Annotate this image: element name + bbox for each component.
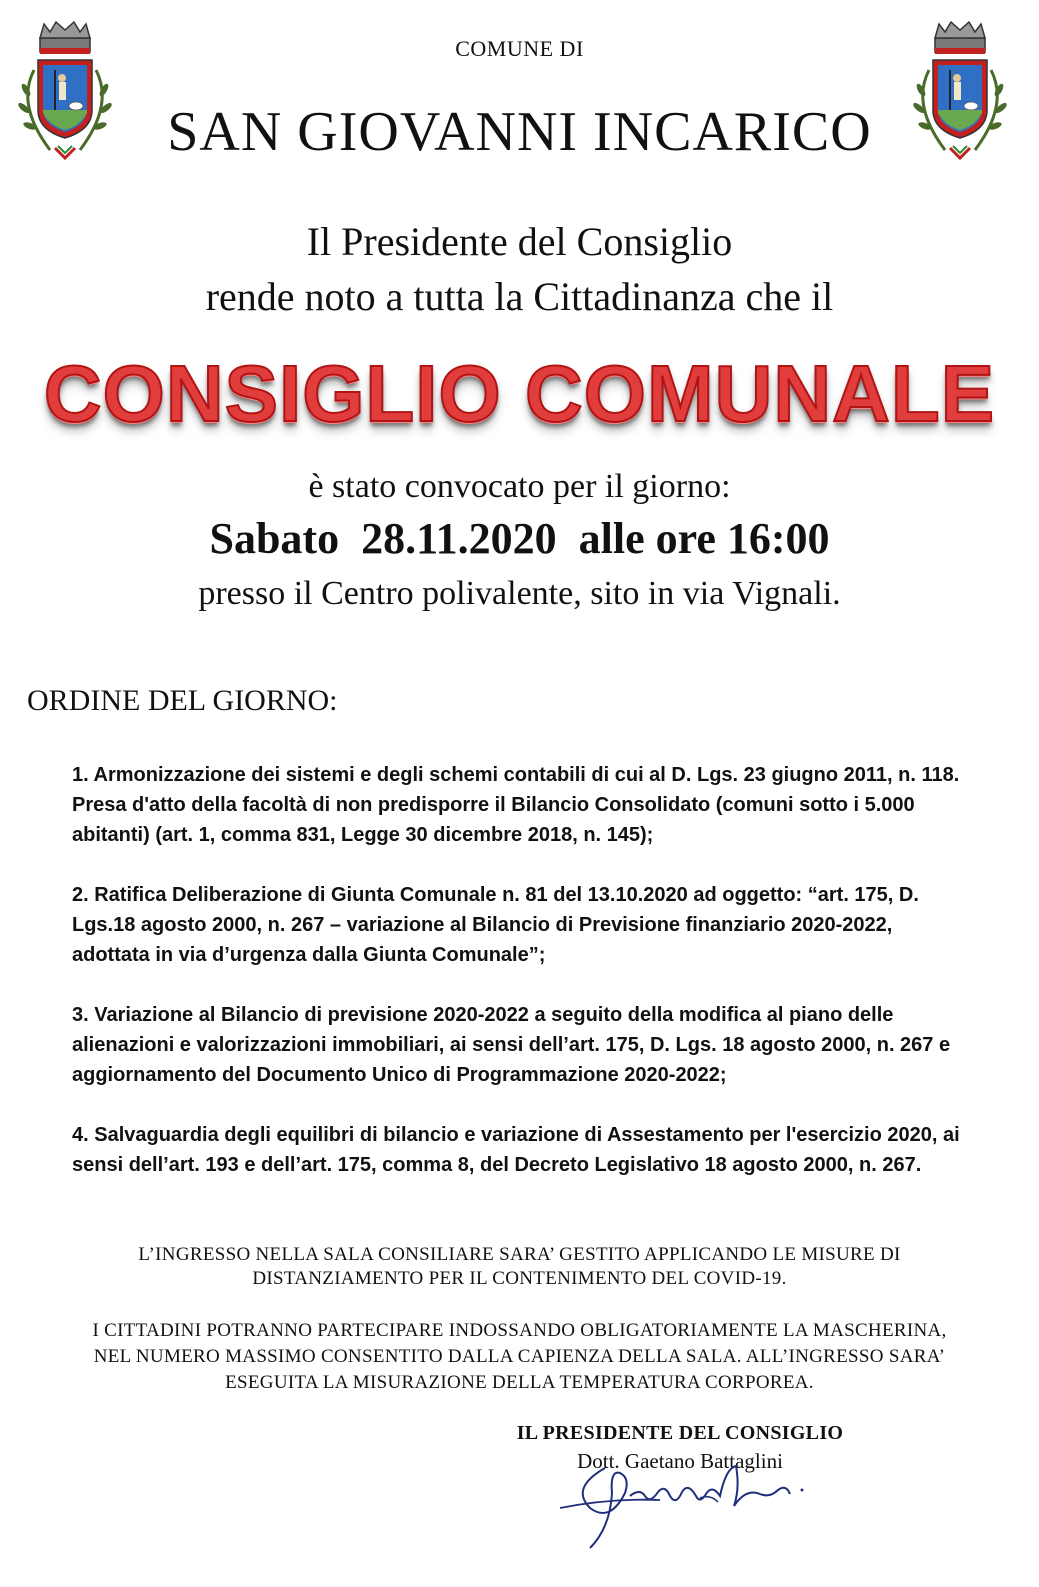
signatory-name: Dott. Gaetano Battaglini <box>577 1449 783 1473</box>
announcement-line-2: rende noto a tutta la Cittadinanza che il <box>205 274 834 319</box>
agenda-item-4: 4. Salvaguardia degli equilibri di bilancio e variazione di Assestamento per l'esercizio 2020, ai sensi dell’art. 193 e dell’art. 175, comma 8, del Decreto Legislativo 18 agosto 2000, n. 267. <box>72 1124 960 1176</box>
agenda-heading: ORDINE DEL GIORNO: <box>27 684 338 717</box>
covid-note-line-5: ESEGUITA LA MISURAZIONE DELLA TEMPERATURA CORPOREA. <box>225 1372 814 1393</box>
covid-note-entry <box>0 1243 1039 1291</box>
covid-note-line-3: I CITTADINI POTRANNO PARTECIPARE INDOSSANDO OBLIGATORIAMENTE LA MASCHERINA, <box>92 1320 947 1341</box>
covid-note-line-1: L’INGRESSO NELLA SALA CONSILIARE SARA’ GESTITO APPLICANDO LE MISURE DI <box>138 1244 901 1265</box>
covid-note-line-4: NEL NUMERO MASSIMO CONSENTITO DALLA CAPIENZA DELLA SALA. ALL’INGRESSO SARA’ <box>93 1346 946 1367</box>
agenda-item-2: 2. Ratifica Deliberazione di Giunta Comunale n. 81 del 13.10.2020 ad oggetto: “art. 175, D. Lgs.18 agosto 2000, n. 267 – variazione al Bilancio di Previsione finanziario 2020-2022, adottata in via d’urgenza dalla Giunta Comunale”; <box>72 884 919 966</box>
page-title: CONSIGLIO COMUNALE <box>43 349 996 438</box>
signatory-title: IL PRESIDENTE DEL CONSIGLIO <box>516 1422 844 1444</box>
announcement-line-1: Il Presidente del Consiglio <box>306 219 733 264</box>
covid-note-mask <box>0 1318 1039 1396</box>
comune-di-label: COMUNE DI <box>455 36 584 61</box>
meeting-place: presso il Centro polivalente, sito in via Vignali. <box>198 575 841 612</box>
agenda-list <box>72 760 972 1210</box>
handwritten-signature-icon <box>550 1448 820 1558</box>
agenda-item-1: 1. Armonizzazione dei sistemi e degli schemi contabili di cui al D. Lgs. 23 giugno 2011, n. 118. Presa d'atto della facoltà di non predisporre il Bilancio Consolidato (comuni sotto i 5.000 abitanti) (art. 1, comma 831, Legge 30 dicembre 2018, n. 145); <box>72 764 960 846</box>
covid-note-line-2: DISTANZIAMENTO PER IL CONTENIMENTO DEL COVID-19. <box>252 1268 787 1289</box>
town-name: SAN GIOVANNI INCARICO <box>167 101 872 163</box>
convocation-text: è stato convocato per il giorno: <box>308 468 731 505</box>
meeting-date-time: Sabato 28.11.2020 alle ore 16:00 <box>209 514 830 563</box>
agenda-item-3: 3. Variazione al Bilancio di previsione 2020-2022 a seguito della modifica al piano delle alienazioni e valorizzazioni immobiliari, ai sensi dell’art. 175, D. Lgs. 18 agosto 2000, n. 267 e aggiornamento del Documento Unico di Programmazione 2020-2022; <box>72 1004 951 1086</box>
